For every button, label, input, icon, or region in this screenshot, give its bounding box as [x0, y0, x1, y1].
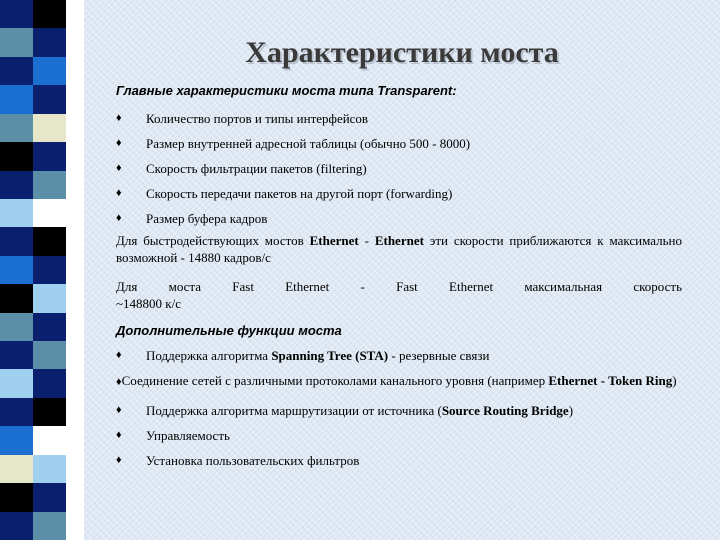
stripe-row	[0, 398, 66, 426]
diamond-bullet-icon: ♦	[116, 162, 122, 174]
stripe-row	[0, 256, 66, 284]
stripe-row	[0, 483, 66, 511]
stripe-block	[0, 0, 33, 28]
stripe-row	[0, 28, 66, 56]
diamond-bullet-icon: ♦	[116, 212, 122, 224]
stripe-block	[33, 369, 66, 397]
stripe-block	[33, 398, 66, 426]
stripe-block	[0, 256, 33, 284]
stripe-block	[33, 455, 66, 483]
stripe-block	[0, 142, 33, 170]
diamond-bullet-icon: ♦	[116, 454, 122, 466]
stripe-block	[0, 512, 33, 540]
stripe-block	[0, 114, 33, 142]
stripe-row	[0, 199, 66, 227]
bullet-item	[116, 185, 682, 202]
diamond-bullet-icon: ♦	[116, 349, 122, 361]
stripe-block	[0, 341, 33, 369]
paragraph-ethernet-speed: Для быстродействующих мостов Ethernet - Ethernet эти скорости приближаются к максимально возможной - 14880 кадров/с	[116, 233, 682, 265]
decorative-stripe-column	[0, 0, 66, 540]
stripe-block	[0, 57, 33, 85]
stripe-block	[33, 142, 66, 170]
bullet-item-wrapped: ♦Соединение сетей с различными протоколами канального уровня (например Ethernet - Token Ring)	[116, 373, 677, 388]
stripe-row	[0, 0, 66, 28]
stripe-block	[0, 483, 33, 511]
stripe-row	[0, 426, 66, 454]
stripe-block	[33, 284, 66, 312]
stripe-block	[0, 227, 33, 255]
stripe-row	[0, 313, 66, 341]
paragraph-fast-ethernet-line2: ~148800 к/с	[116, 296, 181, 311]
diamond-bullet-icon: ♦	[116, 429, 122, 441]
diamond-bullet-icon: ♦	[116, 376, 122, 388]
bullet-item	[116, 210, 682, 227]
bullet-text: Поддержка алгоритма Spanning Tree (STA) - резервные связи	[146, 348, 490, 363]
stripe-row	[0, 171, 66, 199]
bullet-text: Размер внутренней адресной таблицы (обычно 500 - 8000)	[146, 136, 471, 151]
bullet-text: Установка пользовательских фильтров	[146, 453, 360, 468]
stripe-block	[0, 455, 33, 483]
section-heading-additional: Дополнительные функции моста	[116, 323, 342, 338]
stripe-row	[0, 512, 66, 540]
stripe-row	[0, 341, 66, 369]
paragraph-fast-ethernet-line1: Для моста Fast Ethernet - Fast Ethernet максимальная скорость	[116, 279, 682, 294]
stripe-block	[33, 85, 66, 113]
stripe-row	[0, 227, 66, 255]
stripe-block	[33, 512, 66, 540]
stripe-block	[33, 114, 66, 142]
bullet-text: Поддержка алгоритма маршрутизации от источника (Source Routing Bridge)	[146, 403, 574, 418]
stripe-block	[0, 398, 33, 426]
stripe-block	[0, 85, 33, 113]
bullet-text: Размер буфера кадров	[146, 211, 268, 226]
stripe-block	[33, 227, 66, 255]
slide-content	[116, 83, 682, 469]
bullet-item	[116, 452, 682, 469]
stripe-block	[0, 28, 33, 56]
stripe-block	[33, 341, 66, 369]
stripe-block	[33, 426, 66, 454]
stripe-block	[0, 369, 33, 397]
diamond-bullet-icon: ♦	[116, 404, 122, 416]
stripe-block	[33, 483, 66, 511]
stripe-block	[0, 426, 33, 454]
slide-title: Характеристики моста	[245, 36, 559, 69]
stripe-row	[0, 57, 66, 85]
bullet-item	[116, 135, 682, 152]
diamond-bullet-icon: ♦	[116, 187, 122, 199]
section-heading-main: Главные характеристики моста типа Transparent:	[116, 83, 457, 98]
stripe-row	[0, 369, 66, 397]
stripe-block	[33, 57, 66, 85]
bullet-item	[116, 427, 682, 444]
bullet-text: Скорость фильтрации пакетов (filtering)	[146, 161, 367, 176]
stripe-block	[33, 0, 66, 28]
bullet-item	[116, 160, 682, 177]
diamond-bullet-icon: ♦	[116, 112, 122, 124]
stripe-row	[0, 455, 66, 483]
stripe-block	[33, 199, 66, 227]
stripe-row	[0, 114, 66, 142]
stripe-block	[33, 256, 66, 284]
stripe-block	[0, 313, 33, 341]
stripe-block	[0, 199, 33, 227]
stripe-row	[0, 85, 66, 113]
diamond-bullet-icon: ♦	[116, 137, 122, 149]
stripe-block	[0, 284, 33, 312]
bullet-text: Управляемость	[146, 428, 230, 443]
stripe-block	[33, 28, 66, 56]
bullet-item	[116, 402, 682, 419]
bullet-item	[116, 110, 682, 127]
bullet-item	[116, 347, 682, 364]
stripe-block	[0, 171, 33, 199]
stripe-row	[0, 284, 66, 312]
stripe-block	[33, 171, 66, 199]
bullet-text: Скорость передачи пакетов на другой порт (forwarding)	[146, 186, 453, 201]
stripe-row	[0, 142, 66, 170]
stripe-block	[33, 313, 66, 341]
bullet-text: Количество портов и типы интерфейсов	[146, 111, 369, 126]
